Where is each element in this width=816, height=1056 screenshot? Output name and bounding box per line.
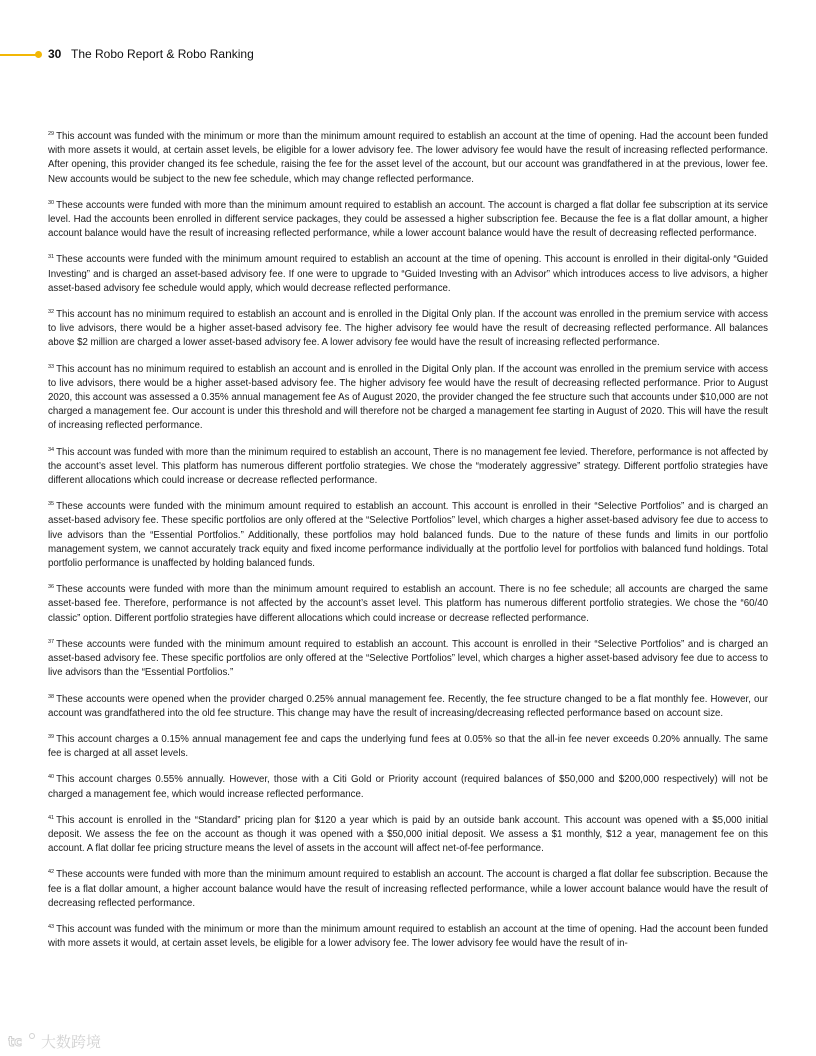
footnote	[48, 920, 768, 951]
footnote-number: 41	[48, 814, 55, 821]
footnote-number: 40	[48, 774, 55, 781]
header-accent-line	[0, 54, 38, 56]
footnote-number: 39	[48, 733, 55, 740]
watermark-text: 大数跨境	[41, 1032, 102, 1051]
footnote	[48, 730, 768, 761]
footnote-number: 33	[48, 363, 55, 370]
footnote	[48, 196, 768, 242]
footnote	[48, 635, 768, 681]
header-accent-dot	[35, 51, 42, 58]
footnote-number: 29	[48, 131, 55, 137]
footnote-text: These accounts were funded with the minimum amount required to establish an account. This account is enrolled in their “Selective Portfolios” and is charged an asset-based advisory fee. These specific portfolios are only offered at the “Selective Portfolios” level, which charges a higher asset-based advisory fee due to access to live advisors than the “Essential Portfolios.” Additionally, these portfolios may hold balanced funds. Due to the nature of these funds and limits in our portfolio management system, we cannot accurately track equity and fixed income performance individually at the portfolio level for portfolios with balanced fund holdings. Total portfolio performance is unaffected by holding balanced funds.	[48, 501, 768, 570]
footnote	[48, 305, 768, 351]
footnote	[48, 580, 768, 626]
footnote-text: This account charges 0.55% annually. However, those with a Citi Gold or Priority account (required balances of $50,000 and $200,000 respectively) will not be charged a management fee, which would increase reflected performance.	[48, 774, 768, 800]
footnote	[48, 360, 768, 434]
footnote-text: This account is enrolled in the “Standard” pricing plan for $120 a year which is paid by an outside bank account. This account was opened with a $5,000 initial deposit. We assess the fee on the account as though it was opened with a $50,000 initial deposit. We assess a $1 monthly, $12 a year, management fee on this account. A flat dollar fee pricing structure means the level of assets in the account will affect net-of-fee performance.	[48, 814, 768, 855]
footnote-text: These accounts were funded with more than the minimum amount required to establish an account. The account is charged a flat dollar fee subscription at its service level. Had the accounts been enrolled in different service packages, they could be assessed a higher subscription fee. Because the fee is a flat dollar amount, a higher account balance would have the result of increasing reflected performance, while a lower account balance would have the result of decreasing reflected performance.	[48, 199, 768, 240]
footnote	[48, 497, 768, 571]
footnote-number: 34	[48, 446, 55, 453]
footnote	[48, 443, 768, 489]
footnote-text: This account was funded with more than the minimum required to establish an account, There is no management fee levied. Therefore, performance is not affected by the account’s asset level. This platform has numerous different portfolio strategies. We chose the “moderately aggressive” strategy. Different portfolio strategies have different allocations which could increase or decrease reflected performance.	[48, 446, 768, 487]
footnote-number: 36	[48, 584, 55, 591]
footnote-number: 37	[48, 638, 55, 645]
footnote-number: 31	[48, 254, 55, 261]
tc-logo-icon	[8, 1031, 38, 1051]
footnote-text: These accounts were opened when the provider charged 0.25% annual management fee. Recently, the fee structure changed to be a flat monthly fee. However, our account was grandfathered into the old fee structure. This change may have the result of increasing/decreasing reflected performance based on account size.	[48, 693, 768, 719]
footnote-text: This account was funded with the minimum or more than the minimum amount required to establish an account at the time of opening. Had the account been funded with more assets it would, at certain asset levels, be eligible for a lower advisory fee. The lower advisory fee would have the result of in-	[48, 923, 768, 950]
footnote-text: These accounts were funded with the minimum amount required to establish an account at the time of opening. This account is enrolled in their digital-only “Guided Investing” and is charged an asset-based advisory fee. If one were to upgrade to “Guided Investing with an Advisor” which introduces access to live advisors, a higher asset-based advisory fee schedule would apply, which would decrease reflected performance.	[48, 254, 768, 294]
watermark	[8, 1030, 101, 1052]
footnote-number: 42	[48, 869, 55, 876]
footnote	[48, 865, 768, 911]
footnotes-list	[48, 127, 768, 993]
footnote-number: 35	[48, 501, 55, 508]
svg-text:tc: tc	[8, 1035, 22, 1050]
footnote-text: This account charges a 0.15% annual management fee and caps the underlying fund fees at 0.05% so that the all-in fee never exceeds 0.20% annually. The same fee is charged at all asset levels.	[48, 733, 768, 760]
footnote-number: 38	[48, 693, 55, 700]
footnote	[48, 127, 768, 187]
footnote-number: 30	[48, 199, 55, 206]
footnote-text: These accounts were funded with the minimum amount required to establish an account. This account is enrolled in their “Selective Portfolios” and is charged an asset-based advisory fee. These specific portfolios are only offered at the “Selective Portfolios” level, which charges a higher asset-based advisory fee due to access to live advisors than the “Essential Portfolios.”	[48, 638, 768, 679]
page-header	[0, 46, 816, 66]
footnote-text: This account was funded with the minimum or more than the minimum amount required to establish an account at the time of opening. Had the account been funded with more assets it would, at certain asset levels, be eligible for a lower advisory fee. The lower advisory fee would have the result of increasing reflected performance. After opening, this provider changed its fee schedule, raising the fee for the asset level of the account, but our account was grandfathered in at the previous, lower fee. New accounts would be subject to the new fee schedule, which may change reflected performance.	[48, 131, 768, 185]
footnote-text: This account has no minimum required to establish an account and is enrolled in the Digital Only plan. If the account was enrolled in the premium service with access to live advisors, there would be a higher asset-based advisory fee. The higher advisory fee would have the result of decreasing reflected performance. Prior to August 2020, this account was assessed a 0.35% annual management fee As of August 2020, the provider changed the fee structure such that accounts under $10,000 are not charged a management fee. Our account is under this threshold and will therefore not be charged a management fee starting in August of 2020. This will have the result of increasing reflected performance.	[48, 363, 768, 432]
footnote	[48, 811, 768, 857]
footnote-number: 32	[48, 309, 55, 316]
footnote	[48, 770, 768, 801]
footnote-text: This account has no minimum required to establish an account and is enrolled in the Digital Only plan. If the account was enrolled in the premium service with access to live advisors, there would be a higher asset-based advisory fee. The higher advisory fee would have the result of decreasing reflected performance. All balances above $2 million are charged a lower asset-based advisory fee. A lower advisory fee would have the result of increasing reflected performance.	[48, 309, 768, 349]
footnote-text: These accounts were funded with more than the minimum amount required to establish an account. There is no fee schedule; all accounts are charged the same asset-based fee. Therefore, performance is not affected by the account’s asset level. This platform has numerous different portfolio strategies. We chose the “60/40 classic” option. Different portfolio strategies have different allocations which could increase or decrease reflected performance.	[48, 584, 768, 624]
page-number: 30	[48, 47, 62, 61]
footnote-text: These accounts were funded with more than the minimum amount required to establish an account. The account is charged a flat dollar fee subscription. Because the fee is a flat dollar amount, a higher account balance would have the result of increasing reflected performance, while a lower account balance would have the result of decreasing reflected performance.	[48, 869, 768, 909]
footnote	[48, 250, 768, 296]
footnote-number: 43	[48, 923, 55, 930]
footnote	[48, 690, 768, 721]
running-title: The Robo Report & Robo Ranking	[71, 47, 254, 61]
